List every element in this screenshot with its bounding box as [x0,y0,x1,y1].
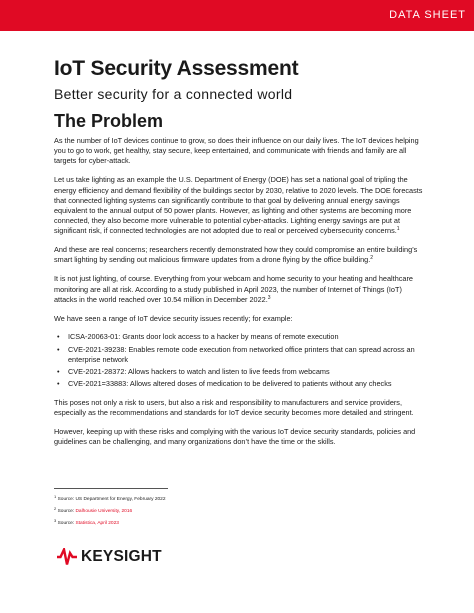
page-title: IoT Security Assessment [54,57,299,80]
footnote-2: $^2$ Source: Dalhousie University, 2016 [54,506,133,514]
page-subtitle: Better security for a connected world [54,86,293,102]
paragraph-lighting: Let us take lighting as an example the U.S. Department of Energy (DOE) has set a national goal of tripling the energy efficiency and demand flexibility of the buildings sector by 2030, relative to 2020 levels. The DOE forecasts that connected lighting systems can significantly contribute to that goal by delivering annual energy savings equivalent to the annual output of 50 power plants. However, as lighting and other systems are becoming more connected, they also become more vulnerable to potential cyber-attacks. Lighting energy savings are put at significant risk, if connected technologies are not adopted due to real or perceived cybersecurity concerns.$^1$ [54,175,423,236]
bullet-icon: • [57,332,60,342]
issue-list [54,332,426,389]
keysight-logo [56,547,162,567]
footnote-ref[interactable]: 3 [267,294,271,301]
footnote-ref[interactable]: 1 [396,226,400,233]
list-item: • ICSA-20063-01: Grants door lock access to a hacker by means of remote execution [57,332,339,342]
footnote-link[interactable]: Dalhousie University, 2016 [75,509,133,514]
paragraph-intro: As the number of IoT devices continue to grow, so does their influence on our daily lives. The IoT devices helping you to go to work, get healthy, stay secure, keep entertained, and communicate with friends and family are all targets for cyber-attack. [54,136,419,166]
paragraph-concerns: And these are real concerns; researchers recently demonstrated how they could compromise an entire building’s smart lighting by sending out malicious firmware updates from a drone flying by the office building.$^2$ [54,245,418,265]
paragraph-responsibility: This poses not only a risk to users, but also a risk and responsibility to manufacturers and service providers, especially as the recommendations and standards for IoT device security becomes more detailed and stringent. [54,398,414,418]
list-item: • CVE-2021-28372: Allows hackers to watch and listen to live feeds from webcams [57,367,330,377]
banner-label: DATA SHEET [389,9,466,21]
section-heading: The Problem [54,111,164,131]
paragraph-risks: It is not just lighting, of course. Everything from your webcam and home security to your heating and healthcare monitoring are all at risk. According to a study published in April 2023, the number of Internet of Things (IoT) attacks in the world reached over 10.54 million in December 2022.$^3$ [54,274,413,304]
footnote-3: $^3$ Source: Statistica, April 2023 [54,518,119,526]
footnotes [54,492,354,528]
list-item: • CVE-2021=33883: Allows altered doses of medication to be delivered to patients without any checks [57,379,392,389]
bullet-icon: • [57,379,60,389]
list-item: • CVE-2021-39238: Enables remote code execution from networked office printers that can spread across an enterprise network [57,344,415,364]
keysight-wave-icon [56,548,78,566]
footnote-source: US Department for Energy, February 2022 [75,497,166,502]
footnote-ref[interactable]: 2 [370,255,374,262]
bullet-icon: • [57,344,60,354]
logo-wordmark: KEYSIGHT [81,548,162,565]
footnote-1: $^1$ Source: US Department for Energy, February 2022 [54,494,166,502]
footnote-link[interactable]: Statistica, April 2023 [75,521,119,526]
footnote-divider [54,488,168,489]
main-content [54,54,426,456]
paragraph-examples-intro: We have seen a range of IoT device security issues recently; for example: [54,313,293,323]
bullet-icon: • [57,367,60,377]
paragraph-challenge: However, keeping up with these risks and complying with the various IoT device security standards, policies and guidelines can be challenging, and many organizations don’t have the time or the skills. [54,427,416,447]
data-sheet-banner [0,0,474,31]
